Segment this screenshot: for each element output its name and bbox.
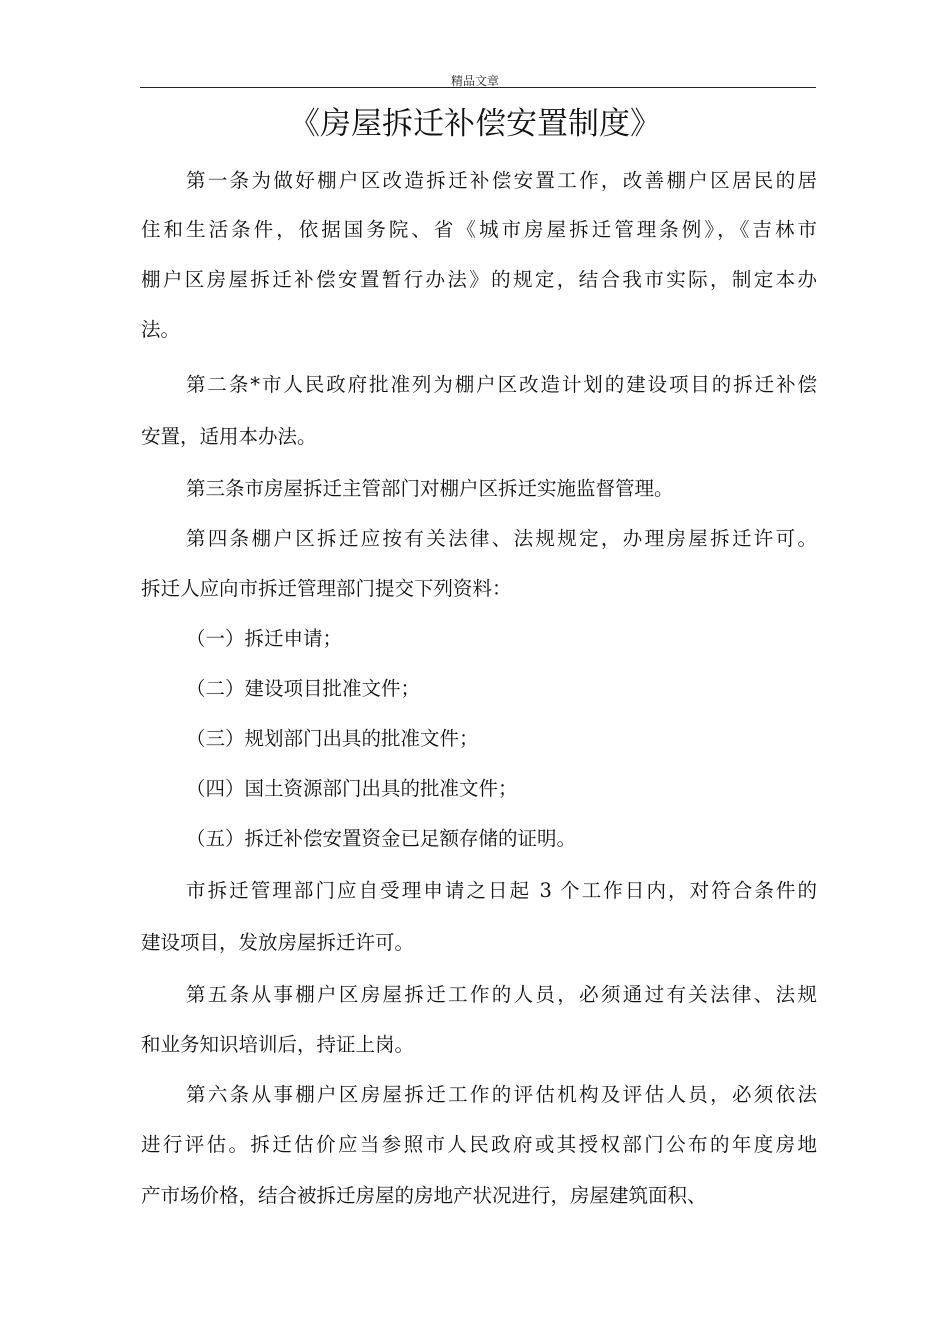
paragraph-line: 产市场价格，结合被拆迁房屋的房地产状况进行，房屋建筑面积、 (141, 1184, 707, 1207)
header-divider (140, 87, 816, 88)
paragraph-line: 法。 (141, 318, 181, 341)
paragraph-line: 第一条为做好棚户区改造拆迁补偿安置工作，改善棚户区居民的居 (186, 169, 817, 192)
document-title: 《房屋拆迁补偿安置制度》 (289, 106, 661, 142)
paragraph-line: 棚户区房屋拆迁补偿安置暂行办法》的规定，结合我市实际，制定本办 (141, 268, 817, 291)
paragraph-line: 市拆迁管理部门应自受理申请之日起 3 个工作日内，对符合条件的 (186, 879, 817, 902)
list-item: （五）拆迁补偿安置资金已足额存储的证明。 (186, 827, 577, 850)
list-item: （一）拆迁申请； (186, 627, 343, 650)
paragraph-line: 进行评估。拆迁估价应当参照市人民政府或其授权部门公布的年度房地 (141, 1133, 817, 1156)
paragraph-line: 第三条市房屋拆迁主管部门对棚户区拆迁实施监督管理。 (186, 477, 674, 500)
paragraph-line: 安置，适用本办法。 (141, 425, 317, 448)
paragraph-line: 住和生活条件，依据国务院、省《城市房屋拆迁管理条例》，《吉林市 (141, 218, 817, 241)
paragraph-line: 和业务知识培训后，持证上岗。 (141, 1033, 415, 1056)
paragraph-line: 第六条从事棚户区房屋拆迁工作的评估机构及评估人员，必须依法 (186, 1083, 817, 1106)
list-item: （四）国土资源部门出具的批准文件； (186, 777, 518, 800)
paragraph-line: 第四条棚户区拆迁应按有关法律、法规规定，办理房屋拆迁许可。 (186, 527, 817, 550)
page-header-label: 精品文章 (450, 74, 499, 88)
list-item: （二）建设项目批准文件； (186, 677, 421, 700)
paragraph-line: 建设项目，发放房屋拆迁许可。 (141, 931, 415, 954)
paragraph-line: 拆迁人应向市拆迁管理部门提交下列资料： (141, 577, 512, 600)
paragraph-line: 第二条*市人民政府批准列为棚户区改造计划的建设项目的拆迁补偿 (186, 373, 817, 396)
paragraph-line: 第五条从事棚户区房屋拆迁工作的人员，必须通过有关法律、法规 (186, 983, 817, 1006)
list-item: （三）规划部门出具的批准文件； (186, 727, 479, 750)
